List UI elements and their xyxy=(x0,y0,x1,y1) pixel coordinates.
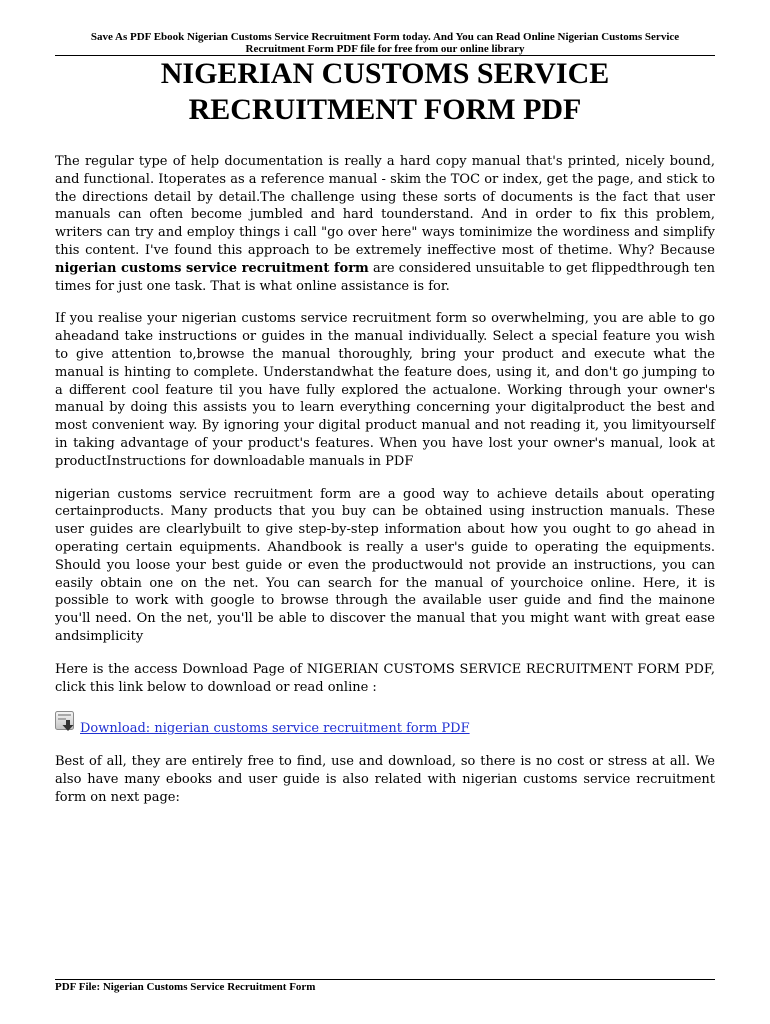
download-row xyxy=(55,711,715,738)
paragraph-text: are considered unsuitable to get flippedthrough ten times for just one task. That is what online assistance is for. xyxy=(55,260,715,294)
paragraph-access: Here is the access Download Page of NIGERIAN CUSTOMS SERVICE RECRUITMENT FORM PDF, click this link below to download or read online : xyxy=(55,661,715,695)
document-body xyxy=(55,153,715,822)
page-title-line-1: NIGERIAN CUSTOMS SERVICE xyxy=(160,57,610,90)
download-link[interactable]: Download: nigerian customs service recruitment form PDF xyxy=(80,721,470,737)
paragraph-text: The regular type of help documentation is really a hard copy manual that's printed, nicely bound, and functional. Itoperates as a reference manual - skim the TOC or index, get the page, and stick to the directions detail by detail.The challenge using these sorts of documents is the fact that user manuals can often become jumbled and hard tounderstand. And in order to fix this problem, writers can try and employ things i call "go over here" ways tominimize the wordiness and simplify this content. I've found this approach to be extremely ineffective most of thetime. Why? Because xyxy=(55,154,715,258)
page-footer: PDF File: Nigerian Customs Service Recruitment Form xyxy=(55,981,316,993)
bold-keyword: nigerian customs service recruitment form xyxy=(55,260,369,276)
paragraph-closing: Best of all, they are entirely free to find, use and download, so there is no cost or stress at all. We also have many ebooks and user guide is also related with nigerian customs service recruitment form on next page: xyxy=(55,754,715,805)
header-line-1: Save As PDF Ebook Nigerian Customs Service Recruitment Form today. And You can Read Online Nigerian Customs Service xyxy=(90,31,680,43)
paragraph-details: nigerian customs service recruitment form are a good way to achieve details about operating certainproducts. Many products that you buy can be obtained using instruction manuals. These user guides are clearlybuilt to give step-by-step information about how you ought to go ahead in operating certain equipments. Ahandbook is really a user's guide to operating the equipments. Should you loose your best guide or even the productwould not provide an instructions, you can easily obtain one on the net. You can search for the manual of yourchoice online. Here, it is possible to work with google to browse through the available user guide and find the mainone you'll need. On the net, you'll be able to discover the manual that you might want with great ease andsimplicity xyxy=(55,486,715,644)
page-header xyxy=(55,31,715,55)
footer-rule xyxy=(55,979,715,980)
download-icon xyxy=(55,711,77,732)
paragraph-intro xyxy=(55,153,715,295)
paragraph-overwhelming: If you realise your nigerian customs service recruitment form so overwhelming, you are able to go aheadand take instructions or guides in the manual individually. Select a special feature you wish to give attention to,browse the manual thoroughly, bring your product and execute what the manual is hinting to complete. Understandwhat the feature does, using it, and don't go jumping to a different cool feature til you have fully explored the actualone. Working through your owner's manual by doing this assists you to learn everything concerning your digitalproduct the best and most convenient way. By ignoring your digital product manual and not reading it, you limityourself in taking advantage of your product's features. When you have lost your owner's manual, look at productInstructions for downloadable manuals in PDF xyxy=(55,311,715,469)
header-line-2: Recruitment Form PDF file for free from our online library xyxy=(245,43,525,55)
page-title xyxy=(55,56,715,128)
page-title-line-2: RECRUITMENT FORM PDF xyxy=(188,93,582,126)
